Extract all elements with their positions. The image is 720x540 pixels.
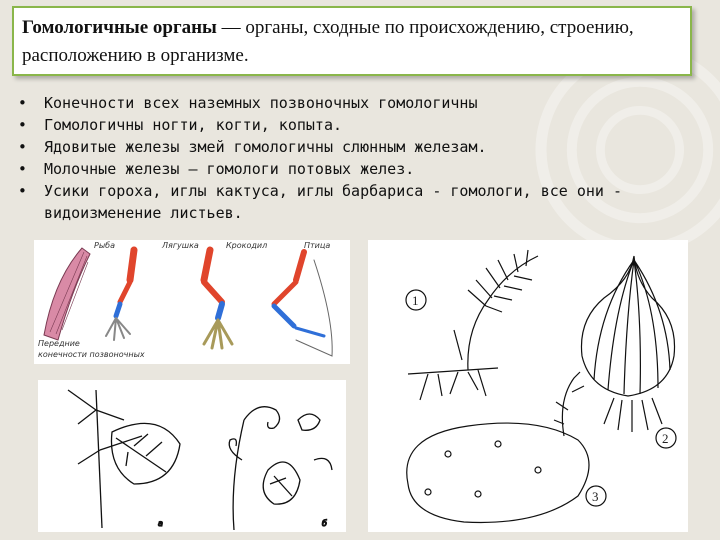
bullet-icon: • xyxy=(18,94,27,112)
bullet-icon: • xyxy=(18,182,27,200)
definition-box xyxy=(12,6,692,76)
bird-wing-image xyxy=(274,252,332,356)
caption-line-1: Передние xyxy=(38,339,80,348)
frog-limb-image xyxy=(106,250,134,340)
definition-text: — органы, сходные по происхождению, строению, расположению в организме. xyxy=(22,17,634,66)
label-a: а xyxy=(158,519,163,528)
list-item: • Конечности всех наземных позвоночных гомологичны xyxy=(18,94,478,112)
definition-term: Гомологичные органы xyxy=(22,17,217,38)
rhizome-image xyxy=(408,250,538,400)
label-3: 3 xyxy=(592,489,599,504)
bullet-icon: • xyxy=(18,138,27,156)
label-b: б xyxy=(322,519,327,528)
bullet-icon: • xyxy=(18,116,27,134)
caption-line-2: конечности позвоночных xyxy=(38,350,145,359)
fish-fin-image xyxy=(44,248,90,340)
list-item: • Усики гороха, иглы кактуса, иглы барбариса - гомологи, все они - видоизменение листьев. xyxy=(18,182,622,222)
label-1: 1 xyxy=(412,293,419,308)
crocodile-limb-image xyxy=(204,250,232,348)
barberry-branch-image xyxy=(68,390,180,528)
label-bird: Птица xyxy=(304,241,331,250)
vertebrate-limbs-figure xyxy=(34,240,350,364)
potato-tuber-image xyxy=(407,372,589,522)
onion-bulb-image xyxy=(581,256,674,432)
list-item: • Гомологичны ногти, когти, копыта. xyxy=(18,116,343,134)
label-frog: Лягушка xyxy=(162,241,199,250)
list-item: • Молочные железы — гомологи потовых желез. xyxy=(18,160,415,178)
bullet-list xyxy=(18,92,694,224)
label-fish: Рыба xyxy=(94,241,115,250)
list-item: • Ядовитые железы змей гомологичны слюнным железам. xyxy=(18,138,487,156)
modified-shoots-figure xyxy=(368,240,688,532)
label-crocodile: Крокодил xyxy=(226,241,268,250)
bullet-icon: • xyxy=(18,160,27,178)
label-2: 2 xyxy=(662,431,669,446)
pea-plant-image xyxy=(229,407,332,530)
plant-modifications-figure xyxy=(38,380,346,532)
